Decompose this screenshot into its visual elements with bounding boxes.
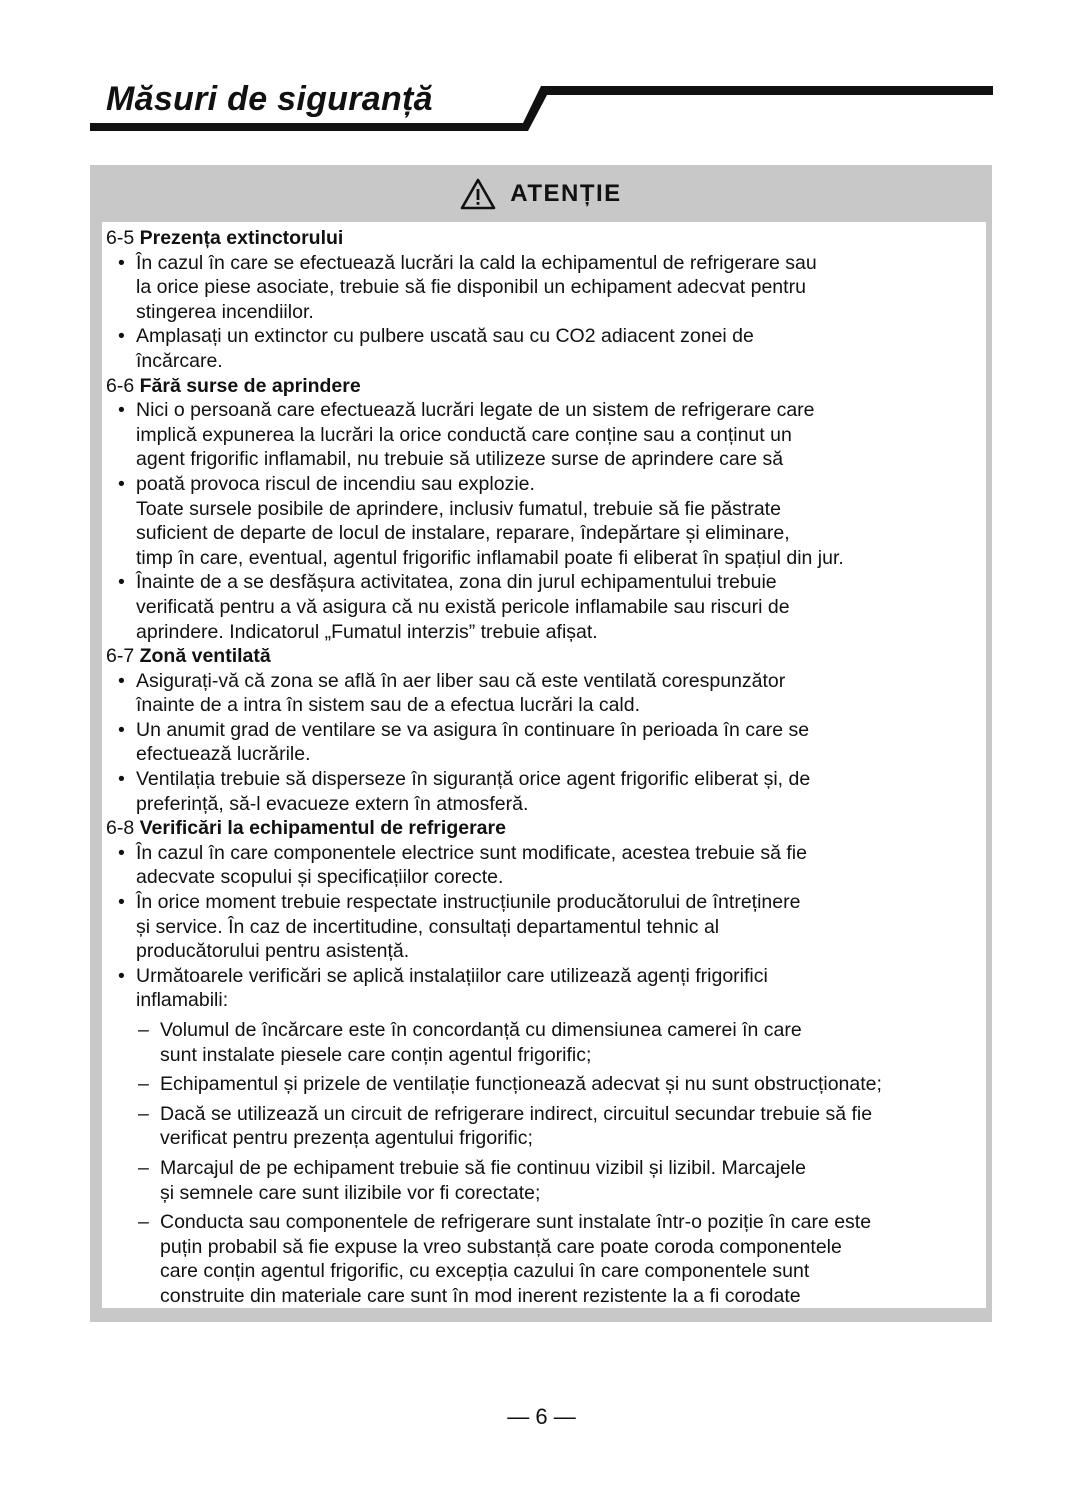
section-title: Zonă ventilată (139, 645, 271, 668)
dash-icon: – (138, 1102, 149, 1125)
bullet-item (106, 398, 986, 472)
title-underline (0, 0, 1083, 140)
section-title: Prezența extinctorului (139, 227, 344, 249)
text-line: Toate sursele posibile de aprindere, inclusiv fumatul, trebuie să fie păstrate (136, 497, 781, 520)
dash-item (106, 1072, 986, 1097)
text-line: adecvate scopului și specificațiilor corecte. (136, 866, 504, 889)
text-line: agent frigorific inflamabil, nu trebuie să utilizeze surse de aprindere care să (136, 448, 784, 471)
section-number: 6-8 (106, 817, 135, 840)
page-number: — 6 — (507, 1404, 576, 1429)
section-number: 6-6 (106, 374, 135, 397)
section-heading (106, 374, 986, 399)
text-line: care conțin agentul frigorific, cu excepția cazului în care componentele sunt (160, 1260, 810, 1283)
caution-header (90, 165, 992, 222)
text-line: Conducta sau componentele de refrigerare sunt instalate într-o poziție în care este (160, 1211, 872, 1234)
text-line: implică expunerea la lucrări la orice conductă care conține sau a conținut un (136, 423, 792, 446)
dash-icon: – (138, 1211, 149, 1234)
bullet-item (106, 251, 986, 325)
bullet-icon: • (118, 472, 125, 495)
text-line: În cazul în care se efectuează lucrări la cald la echipamentul de refrigerare sau (136, 251, 817, 274)
text-line: poată provoca riscul de incendiu sau explozie. (136, 472, 535, 495)
text-line: și service. În caz de incertitudine, consultați departamentul tehnic al (136, 915, 720, 938)
text-line: Următoarele verificări se aplică instalațiilor care utilizează agenți frigorifici (136, 964, 768, 987)
text-line: Volumul de încărcare este în concordanță cu dimensiunea camerei în care (160, 1019, 802, 1041)
text-line: Un anumit grad de ventilare se va asigura în continuare în perioada în care se (136, 718, 810, 741)
section-heading (106, 816, 986, 841)
text-line: aprindere. Indicatorul „Fumatul interzis” trebuie afișat. (136, 620, 598, 643)
text-line: încărcare. (136, 349, 223, 372)
bullet-icon: • (118, 891, 125, 914)
text-line: Amplasați un extinctor cu pulbere uscată sau cu CO2 adiacent zonei de (136, 325, 754, 348)
caution-box (90, 165, 992, 1322)
bullet-icon: • (118, 251, 125, 274)
bullet-item (106, 669, 986, 718)
caution-label: ATENȚIE (510, 179, 622, 207)
text-line: producătorului pentru asistență. (136, 940, 410, 963)
bullet-item (106, 767, 986, 816)
section-heading (106, 226, 986, 251)
bullet-icon: • (118, 964, 125, 987)
bullet-item (106, 570, 986, 644)
bullet-item (106, 964, 986, 1013)
bullet-item (106, 718, 986, 767)
bullet-item (106, 890, 986, 964)
text-line: înainte de a intra în sistem sau de a efectua lucrări la cald. (136, 694, 641, 717)
dash-icon: – (138, 1073, 149, 1096)
bullet-icon: • (118, 399, 125, 422)
bullet-icon: • (118, 768, 125, 791)
text-line: sunt instalate piesele care conțin agentul frigorific; (160, 1043, 592, 1066)
text-line: verificat pentru prezența agentului frigorific; (160, 1127, 533, 1150)
bullet-icon: • (118, 669, 125, 692)
dash-item (106, 1210, 986, 1308)
bullet-item (106, 472, 986, 570)
bullet-icon: • (118, 325, 125, 348)
section-title: Fără surse de aprindere (139, 374, 361, 397)
text-line: la orice piese asociate, trebuie să fie disponibil un echipament adecvat pentru (136, 276, 806, 299)
text-line: Nici o persoană care efectuează lucrări legate de un sistem de refrigerare care (136, 399, 815, 422)
bullet-icon: • (118, 841, 125, 864)
text-line: efectuează lucrările. (136, 743, 311, 766)
text-line: stingerea incendiilor. (136, 300, 314, 323)
text-line: și semnele care sunt ilizibile vor fi corectate; (160, 1181, 541, 1204)
text-line: Înainte de a se desfășura activitatea, zona din jurul echipamentului trebuie (136, 571, 777, 594)
section-heading (106, 644, 986, 669)
warning-triangle-icon (460, 178, 496, 210)
bullet-icon: • (118, 718, 125, 741)
dash-icon: – (138, 1156, 149, 1179)
text-line: verificată pentru a vă asigura că nu există pericole inflamabile sau riscuri de (136, 595, 790, 618)
caution-content (102, 222, 986, 1308)
section-number: 6-5 (106, 227, 135, 249)
text-line: suficient de departe de locul de instalare, reparare, îndepărtare și eliminare, (136, 522, 790, 545)
text-line: construite din materiale care sunt în mod inerent rezistente la a fi corodate (160, 1284, 801, 1307)
dash-icon: – (138, 1019, 149, 1041)
page-title: Măsuri de siguranță (106, 80, 433, 118)
text-line: Asigurați-vă că zona se află în aer liber sau că este ventilată corespunzător (136, 669, 786, 692)
text-line: timp în care, eventual, agentul frigorific inflamabil poate fi eliberat în spațiul din jur. (136, 546, 844, 569)
text-line: inflamabili: (136, 989, 229, 1012)
section-title: Verificări la echipamentul de refrigerare (139, 817, 506, 840)
text-line: În cazul în care componentele electrice sunt modificate, acestea trebuie să fie (136, 841, 807, 864)
dash-item (106, 1156, 986, 1205)
text-line: Dacă se utilizează un circuit de refrigerare indirect, circuitul secundar trebuie să fie (160, 1102, 873, 1125)
bullet-item (106, 324, 986, 373)
section-number: 6-7 (106, 645, 135, 668)
text-line: În orice moment trebuie respectate instrucțiunile producătorului de întreținere (136, 891, 801, 914)
text-line: Ventilația trebuie să disperseze în siguranță orice agent frigorific eliberat și, de (136, 768, 811, 791)
dash-item (106, 1018, 986, 1067)
text-line: preferință, să-l evacueze extern în atmosferă. (136, 792, 529, 815)
text-line: Marcajul de pe echipament trebuie să fie continuu vizibil și lizibil. Marcajele (160, 1156, 806, 1179)
text-line: puțin probabil să fie expuse la vreo substanță care poate coroda componentele (160, 1235, 842, 1258)
dash-item (106, 1102, 986, 1151)
text-line: Echipamentul și prizele de ventilație funcționează adecvat și nu sunt obstrucționate; (160, 1073, 882, 1096)
bullet-icon: • (118, 571, 125, 594)
bullet-item (106, 841, 986, 890)
